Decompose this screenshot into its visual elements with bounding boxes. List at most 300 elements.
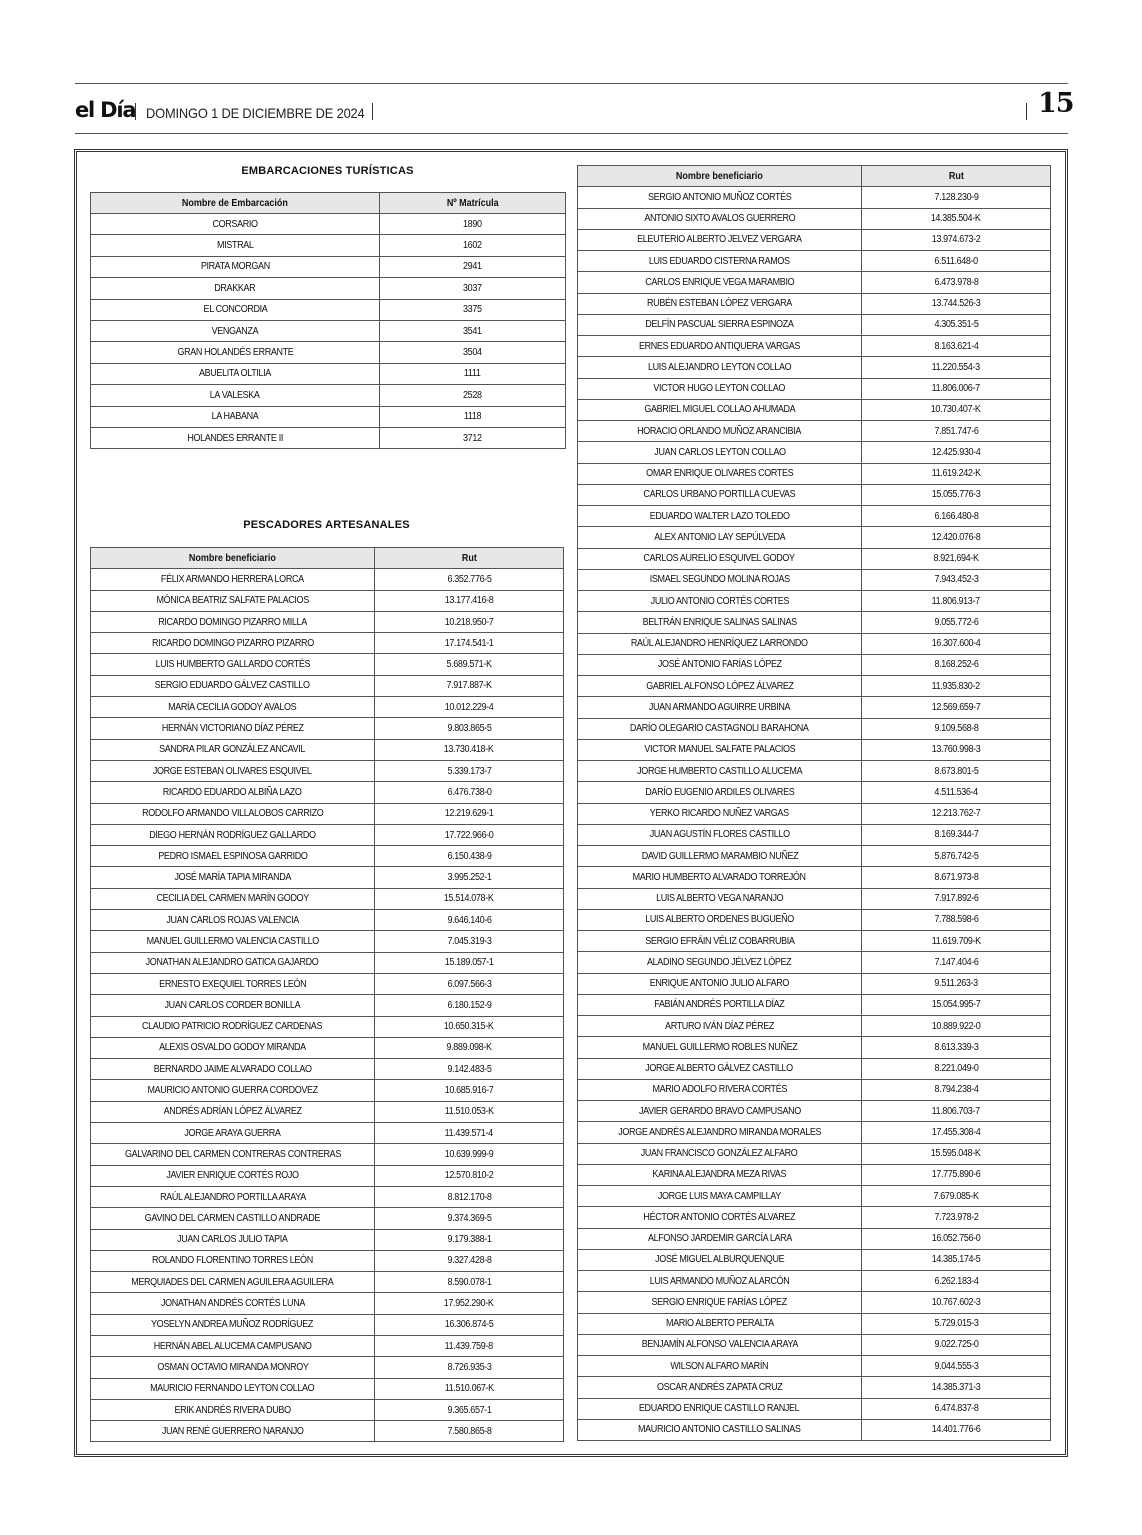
value-cell: 2941 [380, 256, 566, 277]
value-cell: 7.580.865-8 [375, 1421, 564, 1442]
name-cell: LUIS ALBERTO VEGA NARANJO [578, 888, 862, 909]
value-cell: 7.788.598-6 [862, 909, 1051, 930]
name-cell: RICARDO DOMINGO PIZARRO PIZARRO [91, 633, 375, 654]
value-cell: 11.619.709-K [862, 931, 1051, 952]
value-cell: 10.730.407-K [862, 399, 1051, 420]
name-cell: YERKO RICARDO NUÑEZ VARGAS [578, 803, 862, 824]
name-cell: JONATHAN ALEJANDRO GATICA GAJARDO [91, 952, 375, 973]
table-row [91, 973, 564, 994]
value-cell: 12.425.930-4 [862, 442, 1051, 463]
value-cell: 5.689.571-K [375, 654, 564, 675]
name-cell: JULIO ANTONIO CORTÉS CORTES [578, 591, 862, 612]
table-row [578, 506, 1051, 527]
value-cell: 10.889.922-0 [862, 1016, 1051, 1037]
table-row [91, 1016, 564, 1037]
value-cell: 6.262.183-4 [862, 1271, 1051, 1292]
value-cell: 8.671.973-8 [862, 867, 1051, 888]
value-cell: 15.595.048-K [862, 1143, 1051, 1164]
name-cell: BELTRÁN ENRIQUE SALINAS SALINAS [578, 612, 862, 633]
table-row [578, 952, 1051, 973]
name-cell: LUIS ALBERTO ORDENES BUGUEÑO [578, 909, 862, 930]
value-cell: 6.150.438-9 [375, 846, 564, 867]
value-cell: 14.385.371-3 [862, 1377, 1051, 1398]
name-cell: CARLOS ENRIQUE VEGA MARAMBIO [578, 272, 862, 293]
table-row [91, 633, 564, 654]
name-cell: DARÍO OLEGARIO CASTAGNOLI BARAHONA [578, 718, 862, 739]
name-cell: DRAKKAR [91, 278, 380, 299]
table-row [91, 1314, 564, 1335]
value-cell: 11.935.830-2 [862, 676, 1051, 697]
table-row [578, 654, 1051, 675]
name-cell: JOSÉ ANTONIO FARÍAS LÓPEZ [578, 654, 862, 675]
name-cell: SANDRA PILAR GONZÁLEZ ANCAVIL [91, 739, 375, 760]
value-cell: 8.613.339-3 [862, 1037, 1051, 1058]
table-row [91, 1229, 564, 1250]
name-cell: ERNESTO EXEQUIEL TORRES LEÓN [91, 973, 375, 994]
value-cell: 5.876.742-5 [862, 846, 1051, 867]
name-cell: GABRIEL ALFONSO LÓPEZ ÁLVAREZ [578, 676, 862, 697]
table-row [578, 1101, 1051, 1122]
name-cell: ERNES EDUARDO ANTIQUERA VARGAS [578, 336, 862, 357]
table-row [91, 1165, 564, 1186]
table-row [91, 1378, 564, 1399]
table-row [91, 1208, 564, 1229]
value-cell: 11.220.554-3 [862, 357, 1051, 378]
name-cell: RICARDO DOMINGO PIZARRO MILLA [91, 611, 375, 632]
name-cell: HERNÁN ABEL ALUCEMA CAMPUSANO [91, 1335, 375, 1356]
table-row [91, 235, 566, 256]
value-cell: 1890 [380, 214, 566, 235]
table-row [578, 1271, 1051, 1292]
name-cell: OSMAN OCTAVIO MIRANDA MONROY [91, 1357, 375, 1378]
value-cell: 9.044.555-3 [862, 1356, 1051, 1377]
name-cell: JUAN CARLOS CORDER BONILLA [91, 995, 375, 1016]
value-cell: 6.166.480-8 [862, 506, 1051, 527]
name-cell: LA HABANA [91, 406, 380, 427]
name-cell: JUAN AGUSTÍN FLORES CASTILLO [578, 824, 862, 845]
value-cell: 8.168.252-6 [862, 654, 1051, 675]
value-cell: 15.189.057-1 [375, 952, 564, 973]
table-row [578, 1207, 1051, 1228]
name-cell: ALADINO SEGUNDO JÉLVEZ LÓPEZ [578, 952, 862, 973]
value-cell: 17.952.290-K [375, 1293, 564, 1314]
value-cell: 13.744.526-3 [862, 293, 1051, 314]
column-header: Nombre beneficiario [578, 166, 862, 187]
table-row [91, 910, 564, 931]
value-cell: 3037 [380, 278, 566, 299]
name-cell: JORGE ARAYA GUERRA [91, 1123, 375, 1144]
name-cell: HORACIO ORLANDO MUÑOZ ARANCIBIA [578, 421, 862, 442]
name-cell: MAURICIO ANTONIO GUERRA CORDOVEZ [91, 1080, 375, 1101]
table-row [578, 846, 1051, 867]
table-row [578, 442, 1051, 463]
name-cell: CLAUDIO PATRICIO RODRÍGUEZ CARDENAS [91, 1016, 375, 1037]
value-cell: 14.385.504-K [862, 208, 1051, 229]
name-cell: CARLOS AURELIO ESQUIVEL GODOY [578, 548, 862, 569]
name-cell: ANDRÉS ADRÍAN LÓPEZ ÁLVAREZ [91, 1101, 375, 1122]
value-cell: 5.339.173-7 [375, 760, 564, 781]
value-cell: 7.723.978-2 [862, 1207, 1051, 1228]
table-row [91, 697, 564, 718]
value-cell: 9.889.098-K [375, 1037, 564, 1058]
table-row [91, 320, 566, 341]
value-cell: 10.767.602-3 [862, 1292, 1051, 1313]
table-row [91, 1059, 564, 1080]
value-cell: 9.374.369-5 [375, 1208, 564, 1229]
table-row [91, 1399, 564, 1420]
table-row [91, 1293, 564, 1314]
name-cell: MANUEL GUILLERMO ROBLES NUÑEZ [578, 1037, 862, 1058]
table-row [91, 299, 566, 320]
value-cell: 8.221.049-0 [862, 1058, 1051, 1079]
name-cell: LUIS EDUARDO CISTERNA RAMOS [578, 251, 862, 272]
table-row [578, 803, 1051, 824]
name-cell: ENRIQUE ANTONIO JULIO ALFARO [578, 973, 862, 994]
table-row [91, 1144, 564, 1165]
name-cell: FABIÁN ANDRÉS PORTILLA DÍAZ [578, 994, 862, 1015]
table-row [91, 888, 564, 909]
name-cell: EDUARDO WALTER LAZO TOLEDO [578, 506, 862, 527]
table-row [91, 611, 564, 632]
value-cell: 7.147.404-6 [862, 952, 1051, 973]
value-cell: 7.045.319-3 [375, 931, 564, 952]
name-cell: JORGE ESTEBAN OLIVARES ESQUIVEL [91, 760, 375, 781]
name-cell: CORSARIO [91, 214, 380, 235]
table-row [578, 1292, 1051, 1313]
value-cell: 10.639.999-9 [375, 1144, 564, 1165]
value-cell: 7.851.747-6 [862, 421, 1051, 442]
name-cell: ISMAEL SEGUNDO MOLINA ROJAS [578, 569, 862, 590]
value-cell: 4.305.351-5 [862, 314, 1051, 335]
pescadores-title: PESCADORES ARTESANALES [243, 519, 410, 531]
table-row [91, 256, 566, 277]
value-cell: 2528 [380, 385, 566, 406]
name-cell: DARÍO EUGENIO ARDILES OLIVARES [578, 782, 862, 803]
table-row [91, 718, 564, 739]
value-cell: 9.142.483-5 [375, 1059, 564, 1080]
name-cell: SERGIO EDUARDO GÁLVEZ CASTILLO [91, 675, 375, 696]
value-cell: 7.128.230-9 [862, 187, 1051, 208]
table-row [91, 1357, 564, 1378]
table-row [91, 824, 564, 845]
name-cell: DAVID GUILLERMO MARAMBIO NUÑEZ [578, 846, 862, 867]
name-cell: EL CONCORDIA [91, 299, 380, 320]
name-cell: JORGE ALBERTO GÁLVEZ CASTILLO [578, 1058, 862, 1079]
value-cell: 13.177.416-8 [375, 590, 564, 611]
value-cell: 15.054.995-7 [862, 994, 1051, 1015]
table-row [91, 385, 566, 406]
name-cell: VICTOR MANUEL SALFATE PALACIOS [578, 739, 862, 760]
name-cell: ALFONSO JARDEMIR GARCÍA LARA [578, 1228, 862, 1249]
name-cell: LA VALESKA [91, 385, 380, 406]
table-row [578, 1016, 1051, 1037]
table-row [578, 293, 1051, 314]
value-cell: 13.974.673-2 [862, 229, 1051, 250]
value-cell: 8.794.238-4 [862, 1079, 1051, 1100]
name-cell: SERGIO ANTONIO MUÑOZ CORTÉS [578, 187, 862, 208]
name-cell: ROLANDO FLORENTINO TORRES LEÓN [91, 1250, 375, 1271]
table-row [578, 272, 1051, 293]
name-cell: CECILIA DEL CARMEN MARÍN GODOY [91, 888, 375, 909]
name-cell: EDUARDO ENRIQUE CASTILLO RANJEL [578, 1398, 862, 1419]
value-cell: 11.510.053-K [375, 1101, 564, 1122]
name-cell: GRAN HOLANDÉS ERRANTE [91, 342, 380, 363]
table-row [578, 994, 1051, 1015]
table-row [91, 1335, 564, 1356]
value-cell: 10.218.950-7 [375, 611, 564, 632]
header-top-rule [75, 83, 1068, 84]
table-row [578, 1058, 1051, 1079]
name-cell: ELEUTERIO ALBERTO JELVEZ VERGARA [578, 229, 862, 250]
value-cell: 6.473.978-8 [862, 272, 1051, 293]
table-row [578, 548, 1051, 569]
value-cell: 11.439.571-4 [375, 1123, 564, 1144]
name-cell: MERQUIADES DEL CARMEN AGUILERA AGUILERA [91, 1272, 375, 1293]
table-row [91, 995, 564, 1016]
value-cell: 17.455.308-4 [862, 1122, 1051, 1143]
name-cell: BERNARDO JAIME ALVARADO COLLAO [91, 1059, 375, 1080]
name-cell: MÓNICA BEATRIZ SALFATE PALACIOS [91, 590, 375, 611]
value-cell: 13.730.418-K [375, 739, 564, 760]
table-row [578, 1079, 1051, 1100]
value-cell: 11.510.067-K [375, 1378, 564, 1399]
name-cell: HOLANDES ERRANTE II [91, 427, 380, 448]
name-cell: JUAN FRANCISCO GONZÁLEZ ALFARO [578, 1143, 862, 1164]
table-row [578, 612, 1051, 633]
name-cell: MARIO HUMBERTO ALVARADO TORREJÓN [578, 867, 862, 888]
value-cell: 12.570.810-2 [375, 1165, 564, 1186]
value-cell: 8.812.170-8 [375, 1186, 564, 1207]
table-row [578, 1356, 1051, 1377]
value-cell: 7.943.452-3 [862, 569, 1051, 590]
value-cell: 8.673.801-5 [862, 761, 1051, 782]
value-cell: 3504 [380, 342, 566, 363]
name-cell: MAURICIO ANTONIO CASTILLO SALINAS [578, 1419, 862, 1440]
table-row [91, 278, 566, 299]
name-cell: JUAN CARLOS ROJAS VALENCIA [91, 910, 375, 931]
table-row [91, 406, 566, 427]
table-row [91, 931, 564, 952]
table-row [91, 1250, 564, 1271]
table-row [91, 1272, 564, 1293]
value-cell: 9.365.657-1 [375, 1399, 564, 1420]
name-cell: RICARDO EDUARDO ALBIÑA LAZO [91, 782, 375, 803]
page-number: 15 [1038, 88, 1074, 119]
value-cell: 11.806.913-7 [862, 591, 1051, 612]
name-cell: VICTOR HUGO LEYTON COLLAO [578, 378, 862, 399]
header-separator [1026, 103, 1027, 120]
newspaper-brand: el Día [75, 98, 136, 122]
table-row [578, 484, 1051, 505]
name-cell: WILSON ALFARO MARÍN [578, 1356, 862, 1377]
name-cell: JUAN CARLOS JULIO TAPIA [91, 1229, 375, 1250]
name-cell: CARLOS URBANO PORTILLA CUEVAS [578, 484, 862, 505]
value-cell: 8.921.694-K [862, 548, 1051, 569]
value-cell: 17.174.541-1 [375, 633, 564, 654]
name-cell: FÉLIX ARMANDO HERRERA LORCA [91, 569, 375, 590]
value-cell: 15.514.078-K [375, 888, 564, 909]
value-cell: 16.052.756-0 [862, 1228, 1051, 1249]
value-cell: 10.650.315-K [375, 1016, 564, 1037]
table-row [91, 569, 564, 590]
value-cell: 3541 [380, 320, 566, 341]
table-row [578, 888, 1051, 909]
table-row [91, 427, 566, 448]
name-cell: PEDRO ISMAEL ESPINOSA GARRIDO [91, 846, 375, 867]
table-row [578, 718, 1051, 739]
table-row [578, 336, 1051, 357]
column-header: Rut [375, 548, 564, 569]
table-row [578, 208, 1051, 229]
table-row [578, 867, 1051, 888]
name-cell: ABUELITA OLTILIA [91, 363, 380, 384]
embarcaciones-table [90, 192, 566, 449]
value-cell: 14.401.776-6 [862, 1419, 1051, 1440]
name-cell: MARÍA CECILIA GODOY AVALOS [91, 697, 375, 718]
name-cell: BENJAMÍN ALFONSO VALENCIA ARAYA [578, 1334, 862, 1355]
table-row [578, 1334, 1051, 1355]
table-row [578, 1122, 1051, 1143]
table-row [578, 697, 1051, 718]
table-row [578, 761, 1051, 782]
name-cell: OSCAR ANDRÉS ZAPATA CRUZ [578, 1377, 862, 1398]
value-cell: 8.726.935-3 [375, 1357, 564, 1378]
table-row [91, 363, 566, 384]
value-cell: 6.511.648-0 [862, 251, 1051, 272]
value-cell: 1111 [380, 363, 566, 384]
value-cell: 7.917.887-K [375, 675, 564, 696]
column-header: Nombre beneficiario [91, 548, 375, 569]
value-cell: 8.590.078-1 [375, 1272, 564, 1293]
value-cell: 17.722.966-0 [375, 824, 564, 845]
name-cell: DELFÍN PASCUAL SIERRA ESPINOZA [578, 314, 862, 335]
value-cell: 7.917.892-6 [862, 888, 1051, 909]
name-cell: RODOLFO ARMANDO VILLALOBOS CARRIZO [91, 803, 375, 824]
table-row [578, 1398, 1051, 1419]
name-cell: HÉCTOR ANTONIO CORTÉS ALVAREZ [578, 1207, 862, 1228]
name-cell: JOSÉ MARÍA TAPIA MIRANDA [91, 867, 375, 888]
name-cell: MAURICIO FERNANDO LEYTON COLLAO [91, 1378, 375, 1399]
name-cell: MISTRAL [91, 235, 380, 256]
name-cell: HERNÁN VICTORIANO DÍAZ PÉREZ [91, 718, 375, 739]
table-row [578, 633, 1051, 654]
table-row [578, 399, 1051, 420]
table-header-row [578, 166, 1051, 187]
value-cell: 9.109.568-8 [862, 718, 1051, 739]
table-row [91, 590, 564, 611]
table-row [578, 909, 1051, 930]
name-cell: RAÚL ALEJANDRO HENRÍQUEZ LARRONDO [578, 633, 862, 654]
table-row [578, 1164, 1051, 1185]
value-cell: 12.420.076-8 [862, 527, 1051, 548]
value-cell: 5.729.015-3 [862, 1313, 1051, 1334]
value-cell: 16.306.874-5 [375, 1314, 564, 1335]
value-cell: 9.327.428-8 [375, 1250, 564, 1271]
name-cell: ANTONIO SIXTO AVALOS GUERRERO [578, 208, 862, 229]
name-cell: LUIS ALEJANDRO LEYTON COLLAO [578, 357, 862, 378]
value-cell: 3712 [380, 427, 566, 448]
table-row [578, 676, 1051, 697]
value-cell: 12.569.659-7 [862, 697, 1051, 718]
embarcaciones-title: EMBARCACIONES TURÍSTICAS [241, 165, 414, 177]
table-row [578, 1377, 1051, 1398]
table-row [91, 782, 564, 803]
header-separator [372, 103, 373, 120]
name-cell: MANUEL GUILLERMO VALENCIA CASTILLO [91, 931, 375, 952]
value-cell: 11.806.703-7 [862, 1101, 1051, 1122]
value-cell: 14.385.174-5 [862, 1249, 1051, 1270]
name-cell: RUBÉN ESTEBAN LÓPEZ VERGARA [578, 293, 862, 314]
table-row [91, 846, 564, 867]
value-cell: 1118 [380, 406, 566, 427]
value-cell: 1602 [380, 235, 566, 256]
table-row [91, 1037, 564, 1058]
name-cell: YOSELYN ANDREA MUÑOZ RODRÍGUEZ [91, 1314, 375, 1335]
value-cell: 11.619.242-K [862, 463, 1051, 484]
name-cell: JORGE LUIS MAYA CAMPILLAY [578, 1186, 862, 1207]
value-cell: 8.163.621-4 [862, 336, 1051, 357]
name-cell: MARIO ALBERTO PERALTA [578, 1313, 862, 1334]
table-row [91, 803, 564, 824]
value-cell: 6.097.566-3 [375, 973, 564, 994]
name-cell: MARIO ADOLFO RIVERA CORTÉS [578, 1079, 862, 1100]
name-cell: VENGANZA [91, 320, 380, 341]
value-cell: 11.439.759-8 [375, 1335, 564, 1356]
name-cell: GAVINO DEL CARMEN CASTILLO ANDRADE [91, 1208, 375, 1229]
name-cell: JAVIER ENRIQUE CORTÉS ROJO [91, 1165, 375, 1186]
table-header-row [91, 548, 564, 569]
value-cell: 13.760.998-3 [862, 739, 1051, 760]
name-cell: SERGIO ENRIQUE FARÍAS LÓPEZ [578, 1292, 862, 1313]
table-row [578, 931, 1051, 952]
name-cell: JORGE ANDRÉS ALEJANDRO MIRANDA MORALES [578, 1122, 862, 1143]
value-cell: 12.219.629-1 [375, 803, 564, 824]
name-cell: ERIK ANDRÉS RIVERA DUBO [91, 1399, 375, 1420]
issue-date: DOMINGO 1 DE DICIEMBRE DE 2024 [146, 105, 365, 121]
value-cell: 3375 [380, 299, 566, 320]
value-cell: 10.685.916-7 [375, 1080, 564, 1101]
table-row [578, 1143, 1051, 1164]
table-row [578, 973, 1051, 994]
table-row [91, 760, 564, 781]
name-cell: OMAR ENRIQUE OLIVARES CORTES [578, 463, 862, 484]
table-row [578, 1249, 1051, 1270]
table-row [91, 675, 564, 696]
name-cell: ALEXIS OSVALDO GODOY MIRANDA [91, 1037, 375, 1058]
table-row [578, 1419, 1051, 1440]
column-header: Nº Matrícula [380, 193, 566, 214]
name-cell: RAÚL ALEJANDRO PORTILLA ARAYA [91, 1186, 375, 1207]
value-cell: 15.055.776-3 [862, 484, 1051, 505]
table-row [578, 1313, 1051, 1334]
name-cell: GABRIEL MIGUEL COLLAO AHUMADA [578, 399, 862, 420]
table-row [578, 1186, 1051, 1207]
column-header: Nombre de Embarcación [91, 193, 380, 214]
name-cell: JONATHAN ANDRÉS CORTÉS LUNA [91, 1293, 375, 1314]
value-cell: 11.806.006-7 [862, 378, 1051, 399]
table-row [578, 569, 1051, 590]
table-row [91, 739, 564, 760]
name-cell: LUIS ARMANDO MUÑOZ ALARCÓN [578, 1271, 862, 1292]
name-cell: LUIS HUMBERTO GALLARDO CORTÉS [91, 654, 375, 675]
value-cell: 9.803.865-5 [375, 718, 564, 739]
table-row [91, 867, 564, 888]
table-row [578, 314, 1051, 335]
table-row [578, 229, 1051, 250]
name-cell: DIEGO HERNÁN RODRÍGUEZ GALLARDO [91, 824, 375, 845]
value-cell: 6.352.776-5 [375, 569, 564, 590]
pescadores-table [90, 547, 564, 1442]
